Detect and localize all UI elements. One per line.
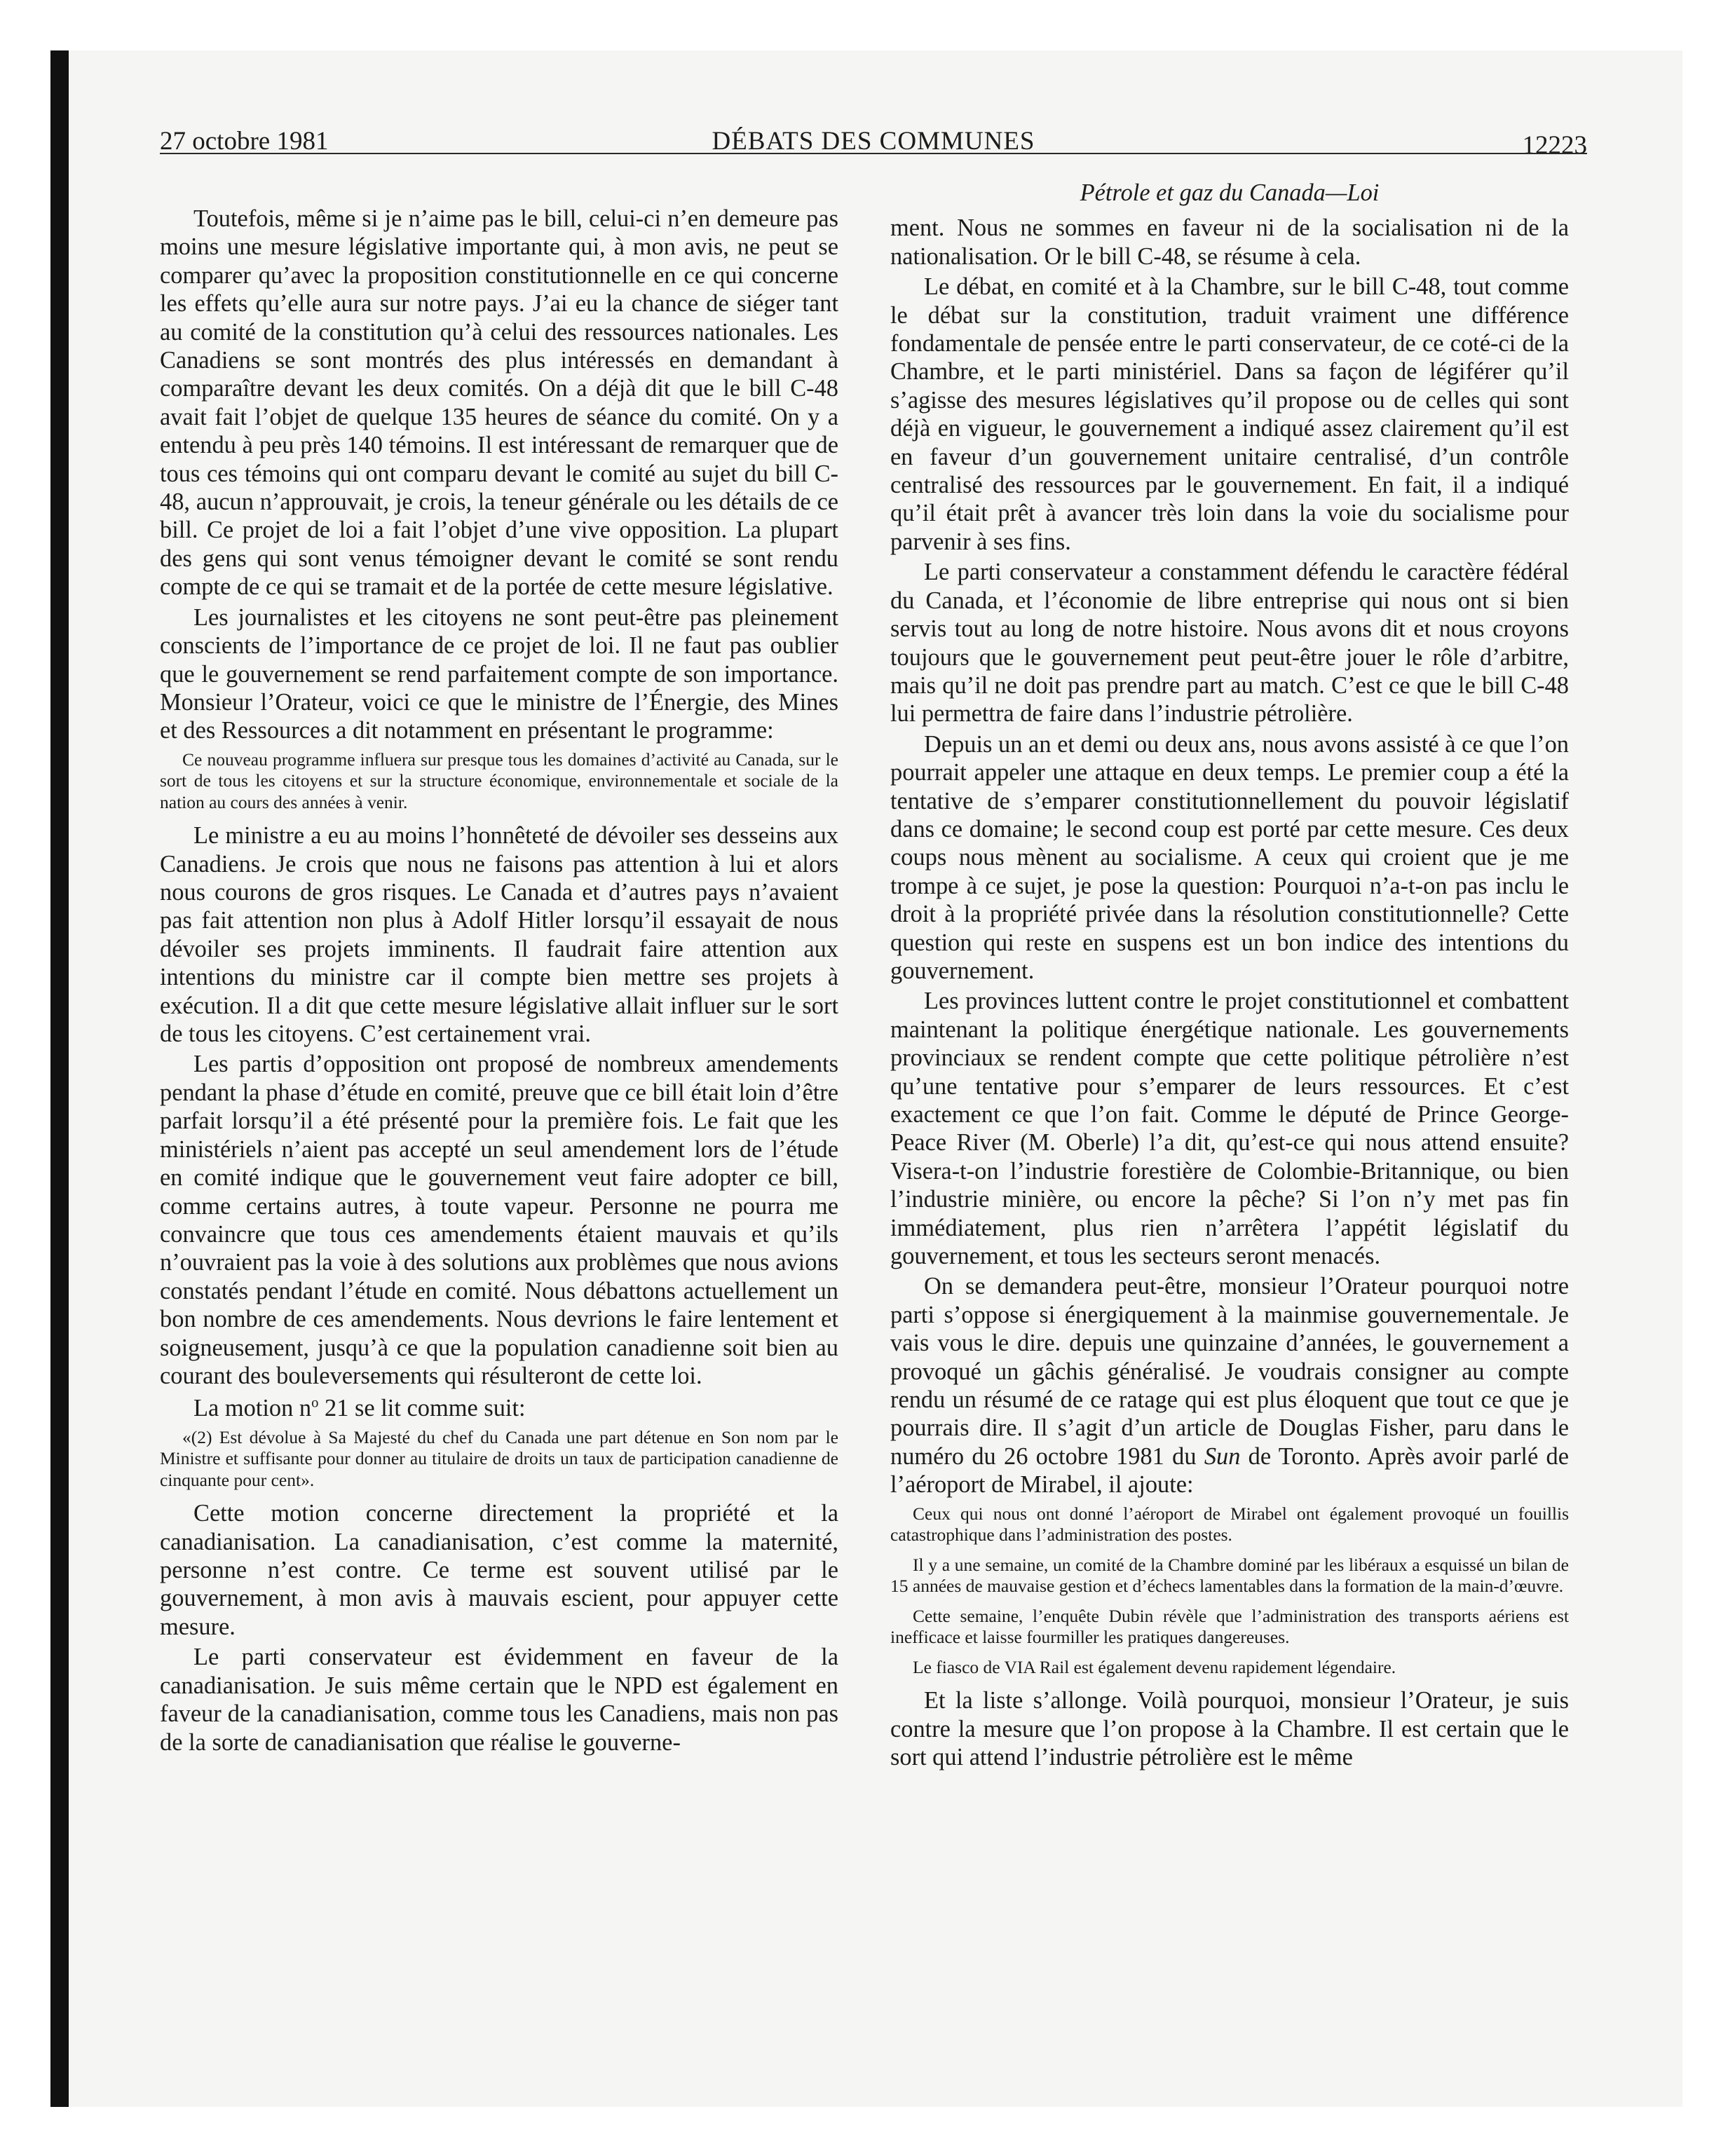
motion-superscript: o [311, 1395, 319, 1411]
block-quote: «(2) Est dévolue à Sa Majesté du chef du Canada une part détenue en Son nom par le Ministre et suffisante pour donner au titulaire de droits un taux de participation canadienne de cinquante pour cent». [160, 1426, 838, 1490]
paragraph: Les provinces luttent contre le projet constitutionnel et combattent maintenant la politique énergétique nationale. Les gouvernements provinciaux se rendent compte que cette politique pétrolière n’est qu’une tentative pour s’emparer de leurs ressources. Et c’est exactement ce que l’on fait. Comme le député de Prince George-Peace River (M. Oberle) l’a dit, qu’est-ce qui nous attend ensuite? Visera-t-on l’industrie forestière de Colombie-Britannique, ou bien l’industrie minière, ou encore la pêche? Si l’on n’y met pas fin immédiatement, plus rien n’arrêtera l’appétit législatif du gouvernement, et tous les secteurs seront menacés. [890, 988, 1569, 1270]
paragraph: Toutefois, même si je n’aime pas le bill, celui-ci n’en demeure pas moins une mesure législative importante qui, à mon avis, ne peut se comparer qu’avec la proposition constitutionnelle en ce qui concerne les effets qu’elle aura sur notre pays. J’ai eu la chance de siéger tant au comité de la constitution qu’à celui des ressources nationales. Les Canadiens se sont montrés des plus intéressés en demandant à comparaître devant les deux comités. On a déjà dit que le bill C-48 avait fait l’objet de quelque 135 heures de séance du comité. On y a entendu à peu près 140 témoins. Il est intéressant de remarquer que de tous ces témoins qui ont comparu devant le comité au sujet du bill C-48, aucun n’approuvait, je crois, la teneur générale ou les détails de ce bill. Ce projet de loi a fait l’objet d’une vive opposition. La plupart des gens qui sont venus témoigner devant le comité se sont rendu compte de ce qui se tramait et de la portée de cette mesure législative. [160, 205, 838, 601]
paragraph: Le parti conservateur a constamment défendu le caractère fédéral du Canada, et l’économie de libre entreprise qui nous ont si bien servis tout au long de notre histoire. Nous avons dit et nous croyons toujours que le gouvernement peut peut-être jouer le rôle d’arbitre, mais qu’il ne doit pas prendre part au match. C’est ce que le bill C-48 lui permettra de faire dans l’industrie pétrolière. [890, 559, 1569, 728]
paragraph: Depuis un an et demi ou deux ans, nous avons assisté à ce que l’on pourrait appeler une attaque en deux temps. Le premier coup a été la tentative de s’emparer constitutionnellement du pouvoir législatif dans ce domaine; le second coup est porté par cette mesure. Ces deux coups nous mènent au socialisme. A ceux qui croient que je me trompe à ce sujet, je pose la question: Pourquoi n’a-t-on pas inclu le droit à la propriété privée dans la résolution constitutionnelle? Cette question qui reste en suspens est un bon indice des intentions du gouvernement. [890, 730, 1569, 984]
paragraph: Cette motion concerne directement la propriété et la canadianisation. La canadianisation, c’est comme la maternité, personne n’est contre. Ce terme est souvent utilisé par le gouvernement, à mon avis à mauvais escient, pour appuyer cette mesure. [160, 1500, 838, 1640]
header-rule [160, 153, 1587, 154]
block-quote: Il y a une semaine, un comité de la Chambre dominé par les libéraux a esquissé un bilan de 15 années de mauvaise gestion et d’échecs lamentables dans la formation de la main-d’œuvre. [890, 1554, 1569, 1597]
motion-heading [160, 1394, 838, 1422]
paragraph: Les partis d’opposition ont proposé de nombreux amendements pendant la phase d’étude en comité, preuve que ce bill était loin d’être parfait lorsqu’il a été présenté pour la première fois. Le fait que les ministériels n’aient pas accepté un seul amendement lors de l’étude en comité indique que le gouvernement veut faire adopter ce bill, comme certains autres, à toute vapeur. Personne ne pourra me convaincre que tous ces amendements étaient mauvais et qu’ils n’ouvraient pas la voie à des solutions aux problèmes que nous avions constatés pendant l’étude en comité. Nous débattons actuellement un bon nombre de ces amendements. Nous devrions le faire lentement et soigneusement, jusqu’à ce que la population canadienne soit bien au courant des bouleversements qui résulteront de cette loi. [160, 1051, 838, 1389]
running-title: Pétrole et gaz du Canada—Loi [1080, 179, 1380, 206]
paragraph: ment. Nous ne sommes en faveur ni de la socialisation ni de la nationalisation. Or le bill C-48, se résume à cela. [890, 214, 1569, 270]
paragraph: Et la liste s’allonge. Voilà pourquoi, monsieur l’Orateur, je suis contre la mesure que l’on propose à la Chambre. Il est certain que le sort qui attend l’industrie pétrolière est le même [890, 1687, 1569, 1770]
page-header [160, 121, 1587, 163]
paragraph [890, 1272, 1569, 1499]
block-quote: Le fiasco de VIA Rail est également devenu rapidement légendaire. [913, 1656, 1396, 1677]
paragraph: Le débat, en comité et à la Chambre, sur le bill C-48, tout comme le débat sur la constitution, traduit vraiment une différence fondamentale de pensée entre le parti conservateur, de ce coté-ci de la Chambre, et le parti ministériel. Dans sa façon de légiférer qu’il s’agisse des mesures législatives qu’il propose ou de celles qui sont déjà en vigueur, le gouvernement a indiqué assez clairement qu’il est en faveur d’un gouvernement unitaire centralisé, d’un contrôle centralisé des ressources par le gouvernement. En fait, il a indiqué qu’il était prêt à avancer très loin dans la voie du socialisme pour parvenir à ses fins. [890, 273, 1569, 555]
paragraph: Le parti conservateur est évidemment en faveur de la canadianisation. Je suis même certain que le NPD est également en faveur de la canadianisation, comme tous les Canadiens, mais non pas de la sorte de canadianisation que réalise le gouverne- [160, 1644, 838, 1756]
header-title: DÉBATS DES COMMUNES [712, 127, 1035, 156]
page-number: 12223 [1522, 131, 1587, 160]
paragraph: Les journalistes et les citoyens ne sont peut-être pas pleinement conscients de l’importance de ce projet de loi. Il ne faut pas oublier que le gouvernement se rend parfaitement compte de son importance. Monsieur l’Orateur, voici ce que le ministre de l’Énergie, des Mines et des Ressources a dit notamment en présentant le programme: [160, 603, 838, 744]
motion-prefix: La motion n [193, 1395, 312, 1422]
paragraph-text: de Toronto. Après avoir parlé de l’aéroport de Mirabel, il ajoute: [890, 1442, 1569, 1499]
block-quote: Ce nouveau programme influera sur presque tous les domaines d’activité au Canada, sur le sort de tous les citoyens et sur la structure économique, environnementale et sociale de la nation au cours des années à venir. [160, 749, 838, 812]
paragraph-text: On se demandera peut-être, monsieur l’Orateur pourquoi notre parti s’oppose si énergiquement à la mainmise gouvernementale. Je vais vous le dire. depuis une quinzaine d’années, le gouvernement a provoqué un gâchis généralisé. Je voudrais consigner au compte rendu un résumé de ce ratage qui est plus éloquent que tout ce que je pourrais dire. Il s’agit d’un article de Douglas Fisher, paru dans le numéro du 26 octobre 1981 du [890, 1273, 1569, 1470]
block-quote: Ceux qui nous ont donné l’aéroport de Mirabel ont également provoqué un fouillis catastrophique dans l’administration des postes. [890, 1503, 1569, 1546]
left-column [160, 205, 838, 1756]
block-quote: Cette semaine, l’enquête Dubin révèle que l’administration des transports aériens est inefficace et laisse fourmiller les pratiques dangereuses. [890, 1605, 1569, 1648]
right-column [890, 179, 1569, 1771]
motion-suffix: 21 se lit comme suit: [318, 1395, 526, 1422]
header-date: 27 octobre 1981 [160, 127, 329, 156]
newspaper-name: Sun [1204, 1442, 1241, 1470]
scan-edge-shadow [50, 50, 69, 2107]
paragraph: Le ministre a eu au moins l’honnêteté de dévoiler ses desseins aux Canadiens. Je crois que nous ne faisons pas attention à lui et alors nous courons de gros risques. Le Canada et d’autres pays n’avaient pas fait attention non plus à Adolf Hitler lorsqu’il essayait de nous dévoiler ses projets imminents. Il faudrait faire attention aux intentions du ministre car il compte bien mettre ses projets à exécution. Il a dit que cette mesure législative allait influer sur le sort de tous les citoyens. C’est certainement vrai. [160, 822, 838, 1048]
